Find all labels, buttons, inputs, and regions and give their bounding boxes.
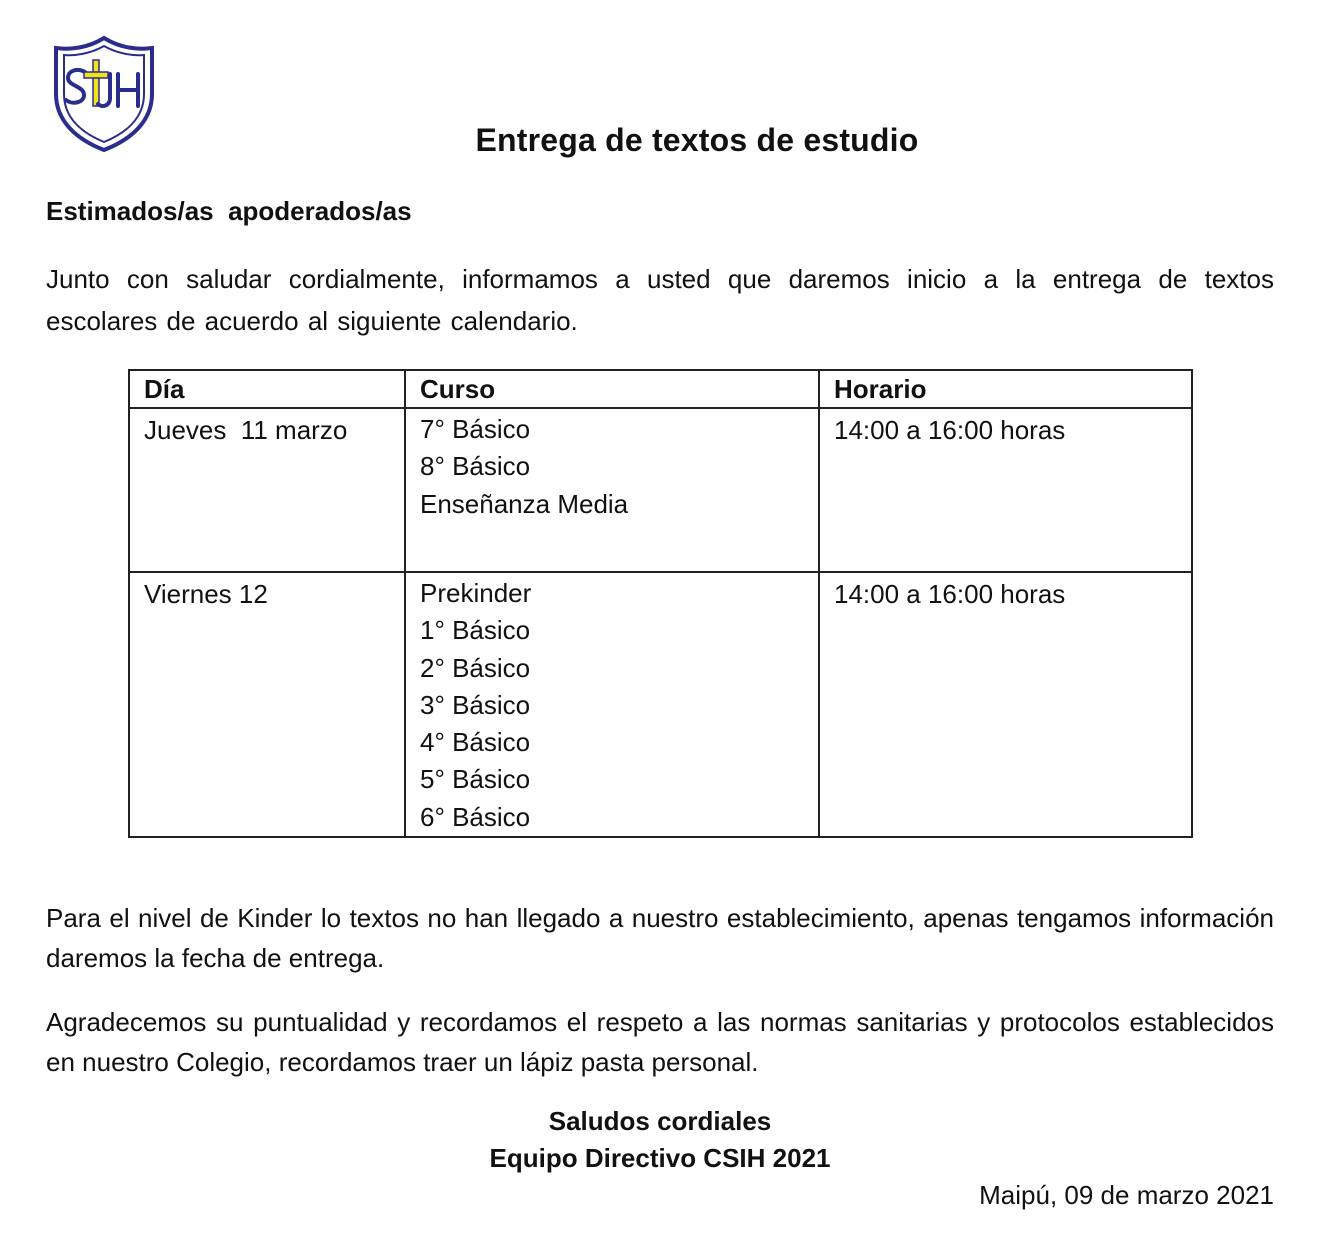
course-item: 1° Básico [420,615,531,646]
course-item: Prekinder [420,578,532,608]
horario-value: 14:00 a 16:00 horas [834,415,1066,445]
greeting: Estimados/as apoderados/as [46,196,412,226]
closing-salutation: Saludos cordiales [548,1106,772,1136]
dia-cell [129,572,405,837]
dia-value: Jueves 11 marzo [144,415,348,445]
header-curso: Curso [405,370,819,408]
delivery-schedule-table [128,369,1193,838]
course-item: 8° Básico [420,451,531,482]
horario-cell [819,408,1192,572]
header-horario: Horario [819,370,1192,408]
dia-cell [129,408,405,572]
horario-value: 14:00 a 16:00 horas [834,579,1066,609]
dia-value: Viernes 12 [144,579,268,609]
curso-cell [405,572,819,837]
document-date: Maipú, 09 de marzo 2021 [979,1180,1274,1210]
thanks-paragraph: Agradecemos su puntualidad y recordamos el respeto a las normas sanitarias y protocolos establecidos en nuestro Colegio, recordamos traer un lápiz pasta personal. [46,1007,1274,1077]
course-item: 4° Básico [420,727,531,758]
document-title: Entrega de textos de estudio [475,122,919,158]
table-row [129,572,1192,837]
horario-cell [819,572,1192,837]
course-item: 5° Básico [420,764,531,795]
kinder-note-paragraph: Para el nivel de Kinder lo textos no han llegado a nuestro establecimiento, apenas tengamos información daremos la fecha de entrega. [46,903,1274,973]
course-item: 6° Básico [420,801,531,832]
intro-paragraph: Junto con saludar cordialmente, informamos a usted que daremos inicio a la entrega de textos escolares de acuerdo al siguiente calendario. [46,264,1274,336]
header-dia: Día [129,370,405,408]
table-row [129,408,1192,572]
course-item: 7° Básico [420,414,531,444]
course-item: 3° Básico [420,689,531,720]
closing-signature: Equipo Directivo CSIH 2021 [489,1143,831,1173]
course-item: Enseñanza Media [420,488,629,519]
curso-cell [405,408,819,572]
table-header-row [129,370,1192,408]
course-item: 2° Básico [420,652,531,683]
